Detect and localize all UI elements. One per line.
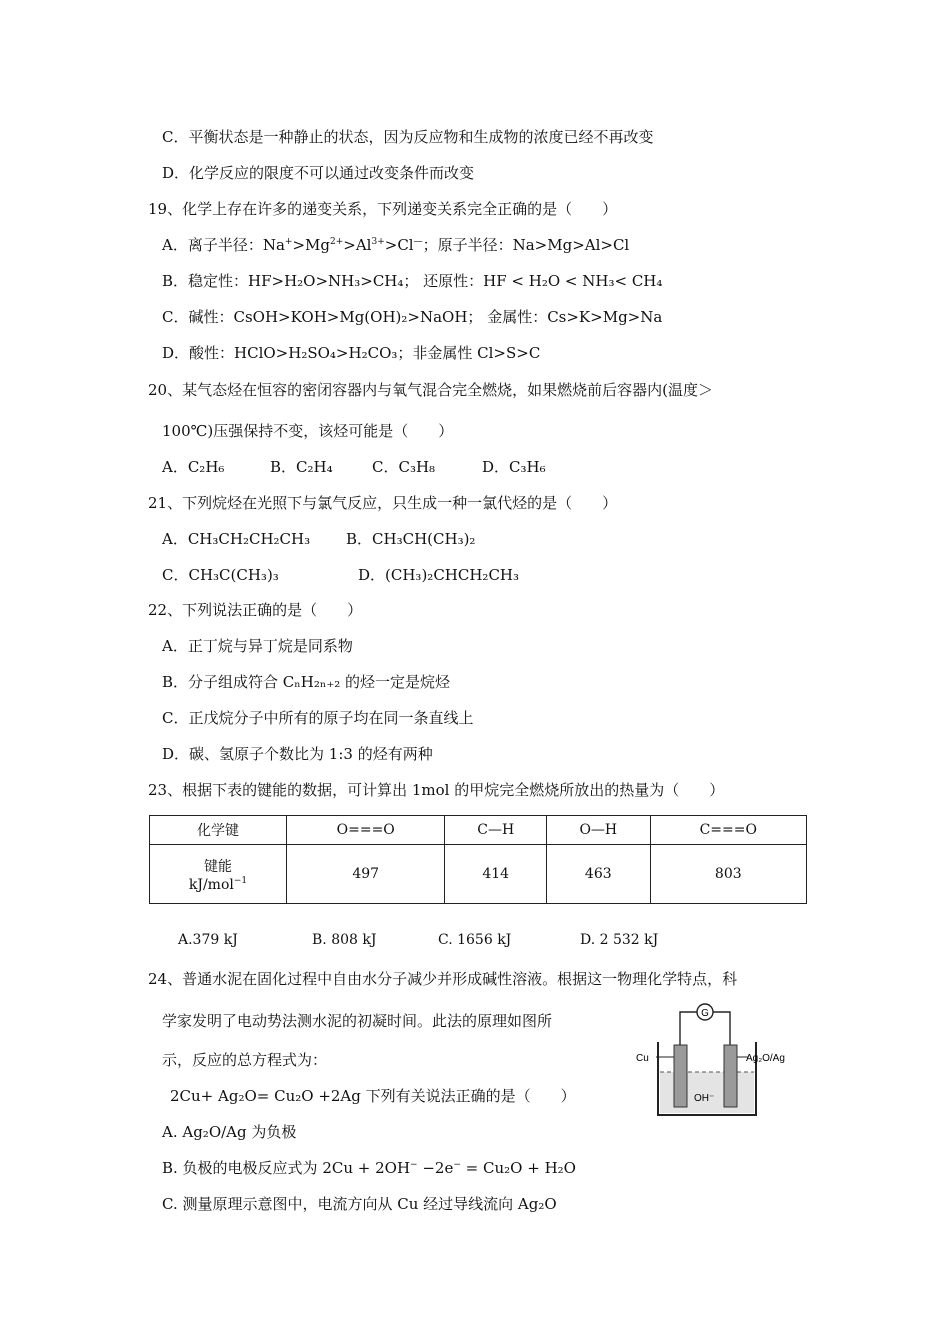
ag2o-electrode	[724, 1045, 737, 1107]
q22-option-d: D．碳、氢原子个数比为 1:3 的烃有两种	[162, 745, 433, 763]
q22-option-a: A．正丁烷与异丁烷是同系物	[162, 637, 353, 655]
cu-electrode	[674, 1045, 687, 1107]
solution-label: OH⁻	[694, 1093, 715, 1104]
electrochemical-cell-diagram	[632, 1000, 797, 1120]
q19-option-c: C．碱性：CsOH>KOH>Mg(OH)₂>NaOH； 金属性：Cs>K>Mg>Na	[162, 308, 663, 326]
cu-label: Cu	[636, 1053, 649, 1064]
q21-option-d: D．(CH₃)₂CHCH₂CH₃	[358, 566, 520, 584]
ag2o-label: Ag₂O/Ag	[746, 1053, 785, 1064]
q22-stem: 22、下列说法正确的是（ ）	[148, 601, 363, 619]
q21-option-a: A．CH₃CH₂CH₂CH₃	[162, 530, 311, 548]
q21-option-c: C．CH₃C(CH₃)₃	[162, 566, 279, 584]
q23-option-a: A.379 kJ	[178, 932, 238, 948]
q24-equation: 2Cu+ Ag₂O= Cu₂O +2Ag 下列有关说法正确的是（ ）	[170, 1087, 576, 1105]
q24-option-c: C. 测量原理示意图中，电流方向从 Cu 经过导线流向 Ag₂O	[162, 1195, 557, 1213]
table-row-label: 键能 kJ/mol$^{-1}$	[150, 845, 287, 904]
q24-stem-line1: 24、普通水泥在固化过程中自由水分子减少并形成碱性溶液。根据这一物理化学特点，科	[148, 970, 738, 988]
q22-option-c: C．正戊烷分子中所有的原子均在同一条直线上	[162, 709, 474, 727]
table-header-cell: O—H	[546, 816, 650, 845]
q21-stem: 21、下列烷烃在光照下与氯气反应，只生成一种一氯代烃的是（ ）	[148, 494, 618, 512]
table-cell: 497	[287, 845, 445, 904]
q24-stem-line2: 学家发明了电动势法测水泥的初凝时间。此法的原理如图所	[162, 1012, 553, 1030]
q23-stem: 23、根据下表的键能的数据，可计算出 1mol 的甲烷完全燃烧所放出的热量为（ ）	[148, 781, 725, 799]
table-header-cell: O===O	[287, 816, 445, 845]
q23-option-d: D. 2 532 kJ	[580, 932, 659, 948]
q20-option-c: C．C₃H₈	[372, 458, 436, 476]
table-header-row	[150, 816, 807, 845]
q24-option-b: B. 负极的电极反应式为 2Cu + 2OH− −2e− = Cu₂O + H₂O	[162, 1159, 576, 1177]
q18-option-d: D．化学反应的限度不可以通过改变条件而改变	[162, 164, 475, 182]
q24-option-a: A. Ag₂O/Ag 为负极	[162, 1123, 297, 1141]
table-row	[150, 845, 807, 904]
q19-option-a: A．离子半径：$Na^+>Mg^{2+}>Al^{3+}>Cl^—$；原子半径：Na>Mg>Al>Cl	[162, 236, 630, 254]
q20-option-b: B．C₂H₄	[270, 458, 333, 476]
q20-option-a: A．C₂H₆	[162, 458, 225, 476]
q19-stem: 19、化学上存在许多的递变关系，下列递变关系完全正确的是（ ）	[148, 200, 618, 218]
q22-option-b: B．分子组成符合 CₙH₂ₙ₊₂ 的烃一定是烷烃	[162, 673, 451, 691]
q23-option-c: C. 1656 kJ	[438, 932, 512, 948]
q24-stem-line3: 示，反应的总方程式为：	[162, 1051, 328, 1069]
q19-option-b: B．稳定性：HF>H₂O>NH₃>CH₄； 还原性：HF < H₂O < NH₃< CH₄	[162, 272, 663, 290]
q20-option-d: D．C₃H₆	[482, 458, 546, 476]
table-cell: 803	[650, 845, 806, 904]
table-header-cell: C===O	[650, 816, 806, 845]
q23-option-b: B. 808 kJ	[312, 932, 377, 948]
table-header-cell: 化学键	[150, 816, 287, 845]
bond-energy-table	[149, 815, 807, 904]
table-cell: 414	[445, 845, 547, 904]
q20-stem-line2: 100℃)压强保持不变，该烃可能是（ ）	[162, 422, 454, 440]
table-header-cell: C—H	[445, 816, 547, 845]
galvanometer-label: G	[701, 1008, 709, 1019]
q18-option-c: C．平衡状态是一种静止的状态，因为反应物和生成物的浓度已经不再改变	[162, 128, 654, 146]
q20-stem-line1: 20、某气态烃在恒容的密闭容器内与氧气混合完全燃烧，如果燃烧前后容器内(温度＞	[148, 381, 713, 399]
q19-option-d: D．酸性：HClO>H₂SO₄>H₂CO₃；非金属性 Cl>S>C	[162, 344, 541, 362]
q21-option-b: B．CH₃CH(CH₃)₂	[346, 530, 476, 548]
table-cell: 463	[546, 845, 650, 904]
